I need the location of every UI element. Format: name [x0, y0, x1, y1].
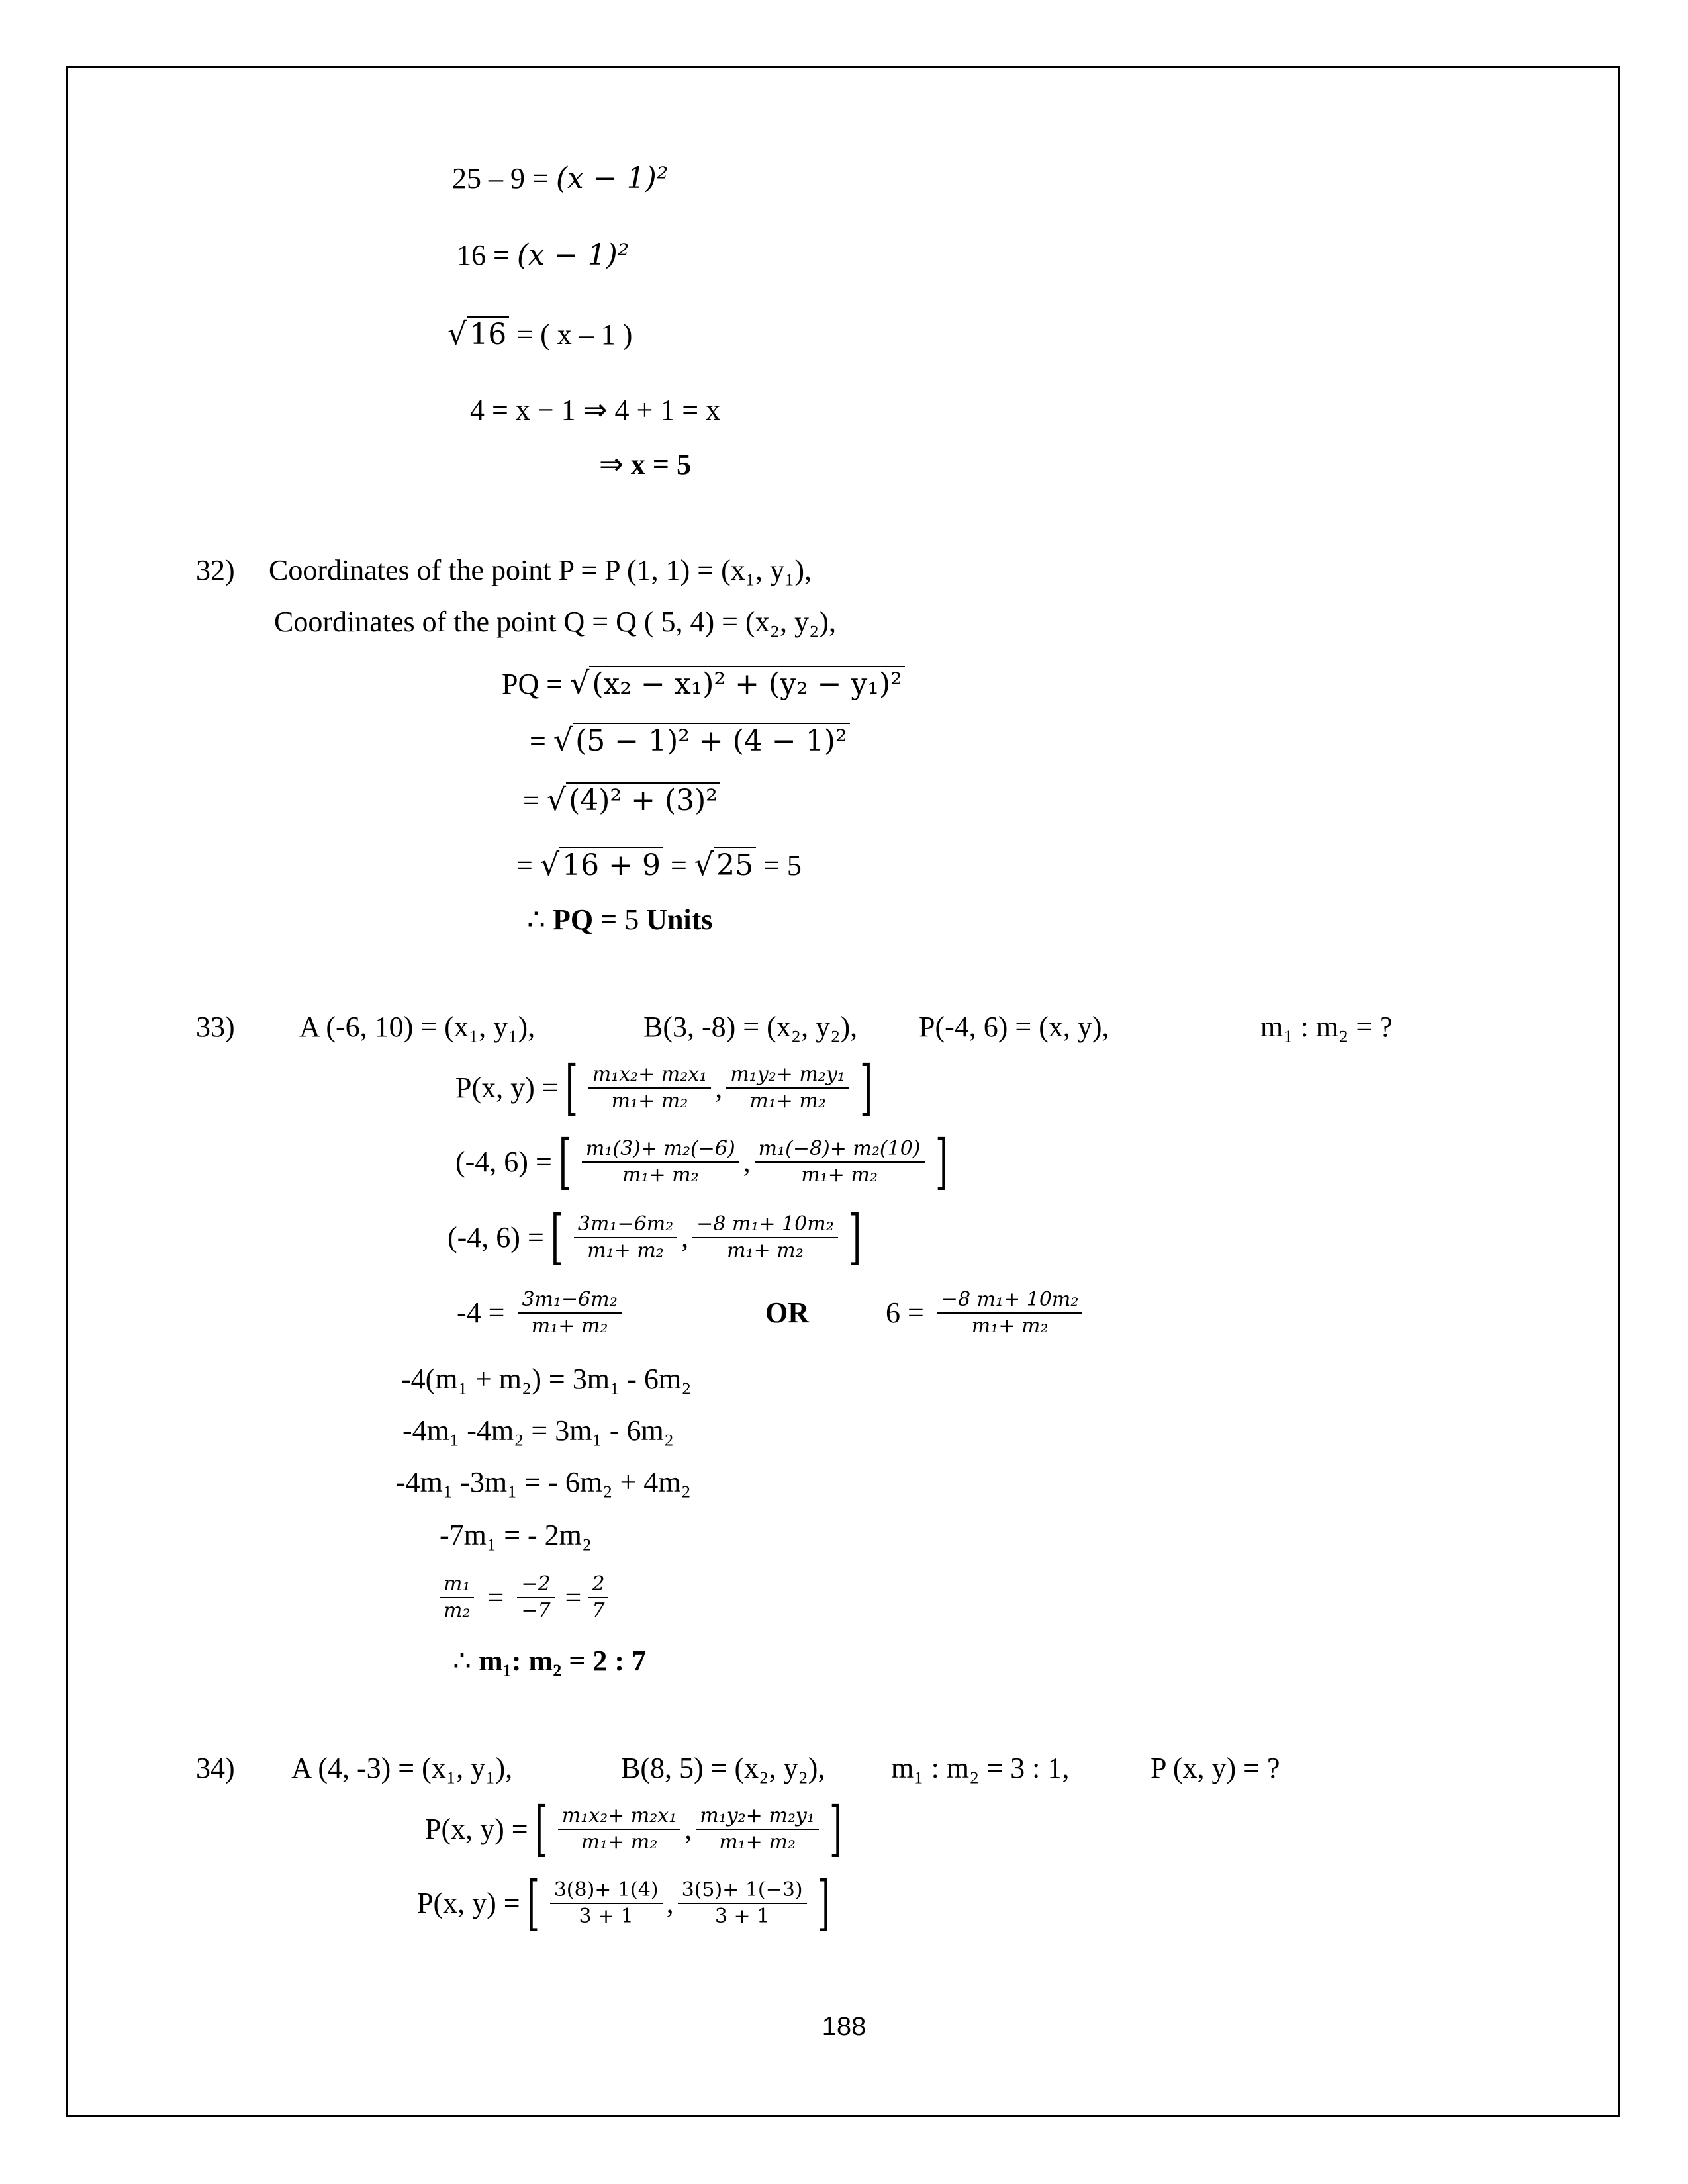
q34-given-p: P (x, y) = ? — [1150, 1752, 1280, 1784]
q33-result: ∴ m₁: m₂ = 2 : 7 — [453, 1645, 647, 1677]
q32-line-1: Coordinates of the point P = P (1, 1) = (x₁, y₁), — [269, 554, 812, 586]
q33-given-b: B(3, -8) = (x₂, y₂), — [643, 1011, 858, 1043]
q32-line-2: Coordinates of the point Q = Q ( 5, 4) = (x₂, y₂), — [274, 606, 836, 638]
q33-given-a: A (-6, 10) = (x₁, y₁), — [299, 1011, 536, 1043]
eq-line-3: √16 = ( x – 1 ) — [447, 316, 633, 351]
q33-substitution: (-4, 6) = [ $\frac{\text{𝑚₁(3)+ 𝑚₂(−6)}}{\text{𝑚₁+ 𝑚₂}}$ , $\frac{\text{𝑚₁(−8)+ 𝑚₂(10)}}{\text{𝑚₁+ 𝑚₂}}$ ] — [455, 1127, 948, 1197]
q32-substitution: = √(5 − 1)² + (4 − 1)² — [530, 723, 850, 758]
q34-given-ratio: m₁ : m₂ = 3 : 1, — [891, 1752, 1070, 1784]
question-number-33: 33) — [196, 1011, 235, 1043]
q33-step-2: -4m₁ -4m₂ = 3m₁ - 6m₂ — [402, 1414, 675, 1447]
q32-evaluation: = √16 + 9 = √25 = 5 — [516, 846, 802, 882]
eq-line-2: 16 = (𝑥 − 1)² — [457, 238, 630, 272]
q33-or-label: OR — [765, 1297, 809, 1329]
page-number: 188 — [821, 2012, 867, 2041]
q33-split-equation-x: -4 = $\frac{\text{3𝑚₁−6𝑚₂}}{\text{𝑚₁+ 𝑚₂}}$ — [457, 1284, 626, 1342]
question-number-34: 34) — [196, 1752, 235, 1784]
q34-given-a: A (4, -3) = (x₁, y₁), — [291, 1752, 513, 1784]
q33-given-p: P(-4, 6) = (x, y), — [919, 1011, 1109, 1043]
q33-section-formula: P(x, y) = [ $\frac{\text{𝑚₁𝑥₂+ 𝑚₂𝑥₁}}{\text{𝑚₁+ 𝑚₂}}$ , $\frac{\text{𝑚₁𝑦₂+ 𝑚₂𝑦₁}}{\text{𝑚₁+ 𝑚₂}}$ ] — [455, 1053, 873, 1122]
question-number-32: 32) — [196, 554, 235, 586]
q33-given-ratio: m₁ : m₂ = ? — [1260, 1011, 1393, 1043]
q33-split-equation-y: 6 = $\frac{\text{−8 𝑚₁+ 10𝑚₂}}{\text{𝑚₁+ 𝑚₂}}$ — [886, 1284, 1086, 1342]
q32-distance-formula: PQ = √(x₂ − x₁)² + (y₂ − y₁)² — [502, 666, 905, 702]
q34-given-b: B(8, 5) = (x₂, y₂), — [621, 1752, 825, 1784]
eq-line-1: 25 – 9 = (𝑥 − 1)² — [452, 161, 669, 195]
eq-line-4: 4 = x − 1 ⇒ 4 + 1 = x — [470, 394, 721, 426]
q32-result: ∴ PQ = 5 Units — [527, 903, 713, 936]
q32-squares: = √(4)² + (3)² — [523, 782, 720, 818]
q33-step-1: -4(m₁ + m₂) = 3m₁ - 6m₂ — [401, 1363, 692, 1395]
q33-step-4: -7m₁ = - 2m₂ — [440, 1519, 592, 1551]
q33-step-3: -4m₁ -3m₁ = - 6m₂ + 4m₂ — [396, 1466, 691, 1498]
q33-simplified: (-4, 6) = [ $\frac{\text{3𝑚₁−6𝑚₂}}{\text{𝑚₁+ 𝑚₂}}$ , $\frac{\text{−8 𝑚₁+ 10𝑚₂}}{\text{𝑚₁+ 𝑚₂}}$ ] — [447, 1203, 861, 1272]
q34-substitution: P(x, y) = [ $\frac{3(8)+ 1(4)}{3 + 1}$ , $\frac{3(5)+ 1(-3)}{3 + 1}$ ] — [417, 1868, 830, 1938]
q33-ratio-fraction: $\frac{\text{𝑚₁}}{\text{𝑚₂}}$ = $\frac{-2}{-7}$ = $\frac{2}{7}$ — [440, 1566, 612, 1629]
eq-line-5-result: ⇒ x = 5 — [599, 448, 691, 480]
q34-section-formula: P(x, y) = [ $\frac{\text{𝑚₁𝑥₂+ 𝑚₂𝑥₁}}{\text{𝑚₁+ 𝑚₂}}$ , $\frac{\text{𝑚₁𝑦₂+ 𝑚₂𝑦₁}}{\text{𝑚₁+ 𝑚₂}}$ ] — [425, 1794, 843, 1864]
